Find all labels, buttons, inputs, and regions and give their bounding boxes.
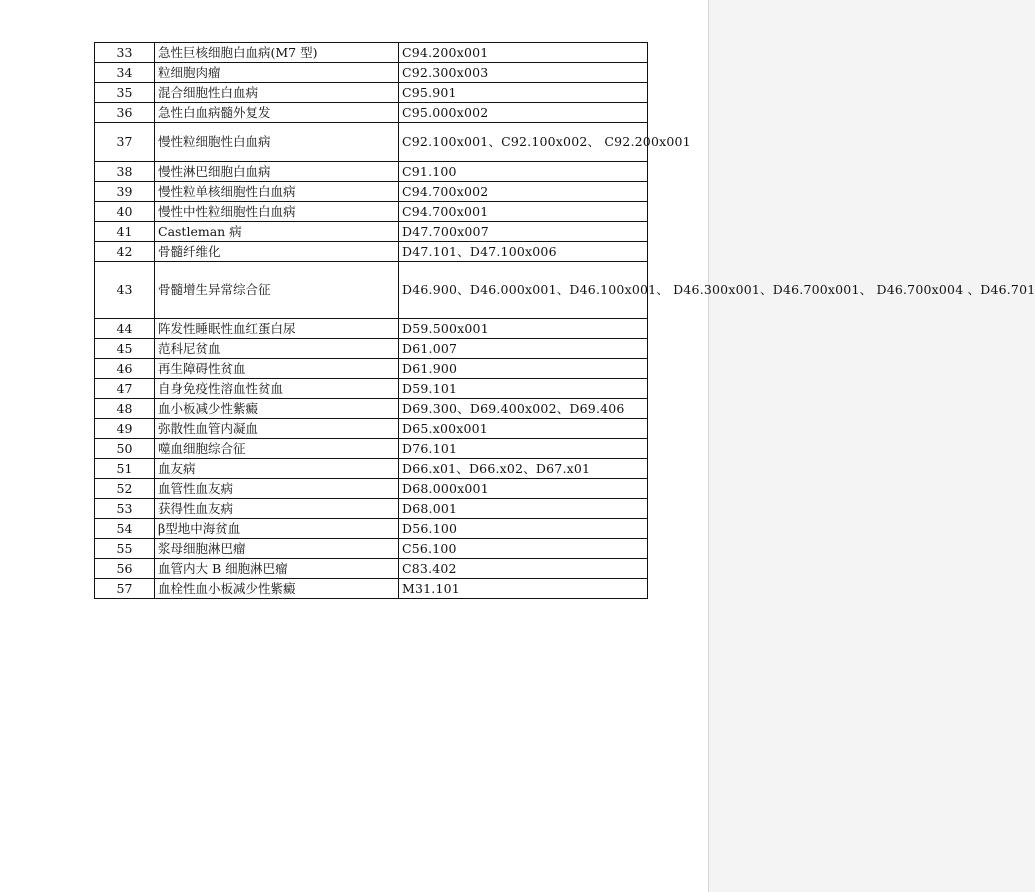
table-row	[95, 459, 648, 479]
row-number: 44	[95, 319, 155, 339]
diagnosis-code: D76.101	[399, 439, 648, 459]
disease-name: 自身免疫性溶血性贫血	[155, 379, 399, 399]
table-row	[95, 202, 648, 222]
row-number: 56	[95, 559, 155, 579]
disease-name: 血友病	[155, 459, 399, 479]
row-number: 46	[95, 359, 155, 379]
disease-name: 范科尼贫血	[155, 339, 399, 359]
table-row	[95, 539, 648, 559]
disease-name: 急性巨核细胞白血病(M7 型)	[155, 43, 399, 63]
row-number: 50	[95, 439, 155, 459]
disease-name: 获得性血友病	[155, 499, 399, 519]
disease-name: 再生障碍性贫血	[155, 359, 399, 379]
row-number: 55	[95, 539, 155, 559]
disease-name: 骨髓纤维化	[155, 242, 399, 262]
table-row	[95, 379, 648, 399]
table-row	[95, 123, 648, 162]
diagnosis-code: D47.700x007	[399, 222, 648, 242]
row-number: 38	[95, 162, 155, 182]
row-number: 36	[95, 103, 155, 123]
diagnosis-code: D66.x01、D66.x02、D67.x01	[399, 459, 648, 479]
diagnosis-code: C83.402	[399, 559, 648, 579]
diagnosis-code: C94.700x002	[399, 182, 648, 202]
table-row	[95, 63, 648, 83]
diagnosis-code: C95.901	[399, 83, 648, 103]
diagnosis-code: C95.000x002	[399, 103, 648, 123]
row-number: 45	[95, 339, 155, 359]
table-row	[95, 319, 648, 339]
table-row	[95, 559, 648, 579]
diagnosis-code: D69.300、D69.400x002、D69.406	[399, 399, 648, 419]
row-number: 48	[95, 399, 155, 419]
disease-name: 血小板减少性紫癜	[155, 399, 399, 419]
disease-name: 弥散性血管内凝血	[155, 419, 399, 439]
row-number: 47	[95, 379, 155, 399]
table-row	[95, 262, 648, 319]
disease-name: 浆母细胞淋巴瘤	[155, 539, 399, 559]
disease-name: 血栓性血小板减少性紫癜	[155, 579, 399, 599]
disease-name: β型地中海贫血	[155, 519, 399, 539]
table-row	[95, 499, 648, 519]
table-row	[95, 182, 648, 202]
diagnosis-code: C94.200x001	[399, 43, 648, 63]
row-number: 39	[95, 182, 155, 202]
diagnosis-code: D68.000x001	[399, 479, 648, 499]
row-number: 35	[95, 83, 155, 103]
disease-name: 血管性血友病	[155, 479, 399, 499]
disease-name: 慢性中性粒细胞性白血病	[155, 202, 399, 222]
table-row	[95, 579, 648, 599]
diagnosis-code: C56.100	[399, 539, 648, 559]
diagnosis-code: C94.700x001	[399, 202, 648, 222]
table-row	[95, 419, 648, 439]
diagnosis-code: D61.007	[399, 339, 648, 359]
disease-name: 阵发性睡眠性血红蛋白尿	[155, 319, 399, 339]
table-row	[95, 479, 648, 499]
diagnosis-code: M31.101	[399, 579, 648, 599]
table-row	[95, 242, 648, 262]
table-row	[95, 519, 648, 539]
row-number: 57	[95, 579, 155, 599]
disease-name: Castleman 病	[155, 222, 399, 242]
diagnosis-code: D61.900	[399, 359, 648, 379]
row-number: 43	[95, 262, 155, 319]
disease-name: 慢性粒细胞性白血病	[155, 123, 399, 162]
table-row	[95, 222, 648, 242]
table-row	[95, 103, 648, 123]
table-row	[95, 339, 648, 359]
table-row	[95, 162, 648, 182]
disease-name: 慢性粒单核细胞性白血病	[155, 182, 399, 202]
disease-name: 粒细胞肉瘤	[155, 63, 399, 83]
diagnosis-code: D56.100	[399, 519, 648, 539]
disease-name: 噬血细胞综合征	[155, 439, 399, 459]
row-number: 51	[95, 459, 155, 479]
disease-code-table	[94, 42, 1035, 599]
table-row	[95, 399, 648, 419]
disease-name: 慢性淋巴细胞白血病	[155, 162, 399, 182]
table-row	[95, 439, 648, 459]
row-number: 37	[95, 123, 155, 162]
disease-name: 骨髓增生异常综合征	[155, 262, 399, 319]
table-row	[95, 83, 648, 103]
row-number: 33	[95, 43, 155, 63]
diagnosis-code: C92.300x003	[399, 63, 648, 83]
diagnosis-code: D65.x00x001	[399, 419, 648, 439]
row-number: 52	[95, 479, 155, 499]
disease-name: 急性白血病髓外复发	[155, 103, 399, 123]
row-number: 53	[95, 499, 155, 519]
diagnosis-code: D59.500x001	[399, 319, 648, 339]
row-number: 40	[95, 202, 155, 222]
diagnosis-code: D47.101、D47.100x006	[399, 242, 648, 262]
diagnosis-code: C92.100x001、C92.100x002、 C92.200x001	[399, 123, 648, 162]
disease-name: 混合细胞性白血病	[155, 83, 399, 103]
table-row	[95, 359, 648, 379]
diagnosis-code: D68.001	[399, 499, 648, 519]
diagnosis-code: D59.101	[399, 379, 648, 399]
diagnosis-code: D46.900、D46.000x001、D46.100x001、 D46.300x001、D46.700x001、 D46.700x004 、D46.701	[399, 262, 648, 319]
row-number: 54	[95, 519, 155, 539]
disease-name: 血管内大 B 细胞淋巴瘤	[155, 559, 399, 579]
table-row	[95, 43, 648, 63]
row-number: 49	[95, 419, 155, 439]
row-number: 34	[95, 63, 155, 83]
row-number: 41	[95, 222, 155, 242]
row-number: 42	[95, 242, 155, 262]
diagnosis-code: C91.100	[399, 162, 648, 182]
